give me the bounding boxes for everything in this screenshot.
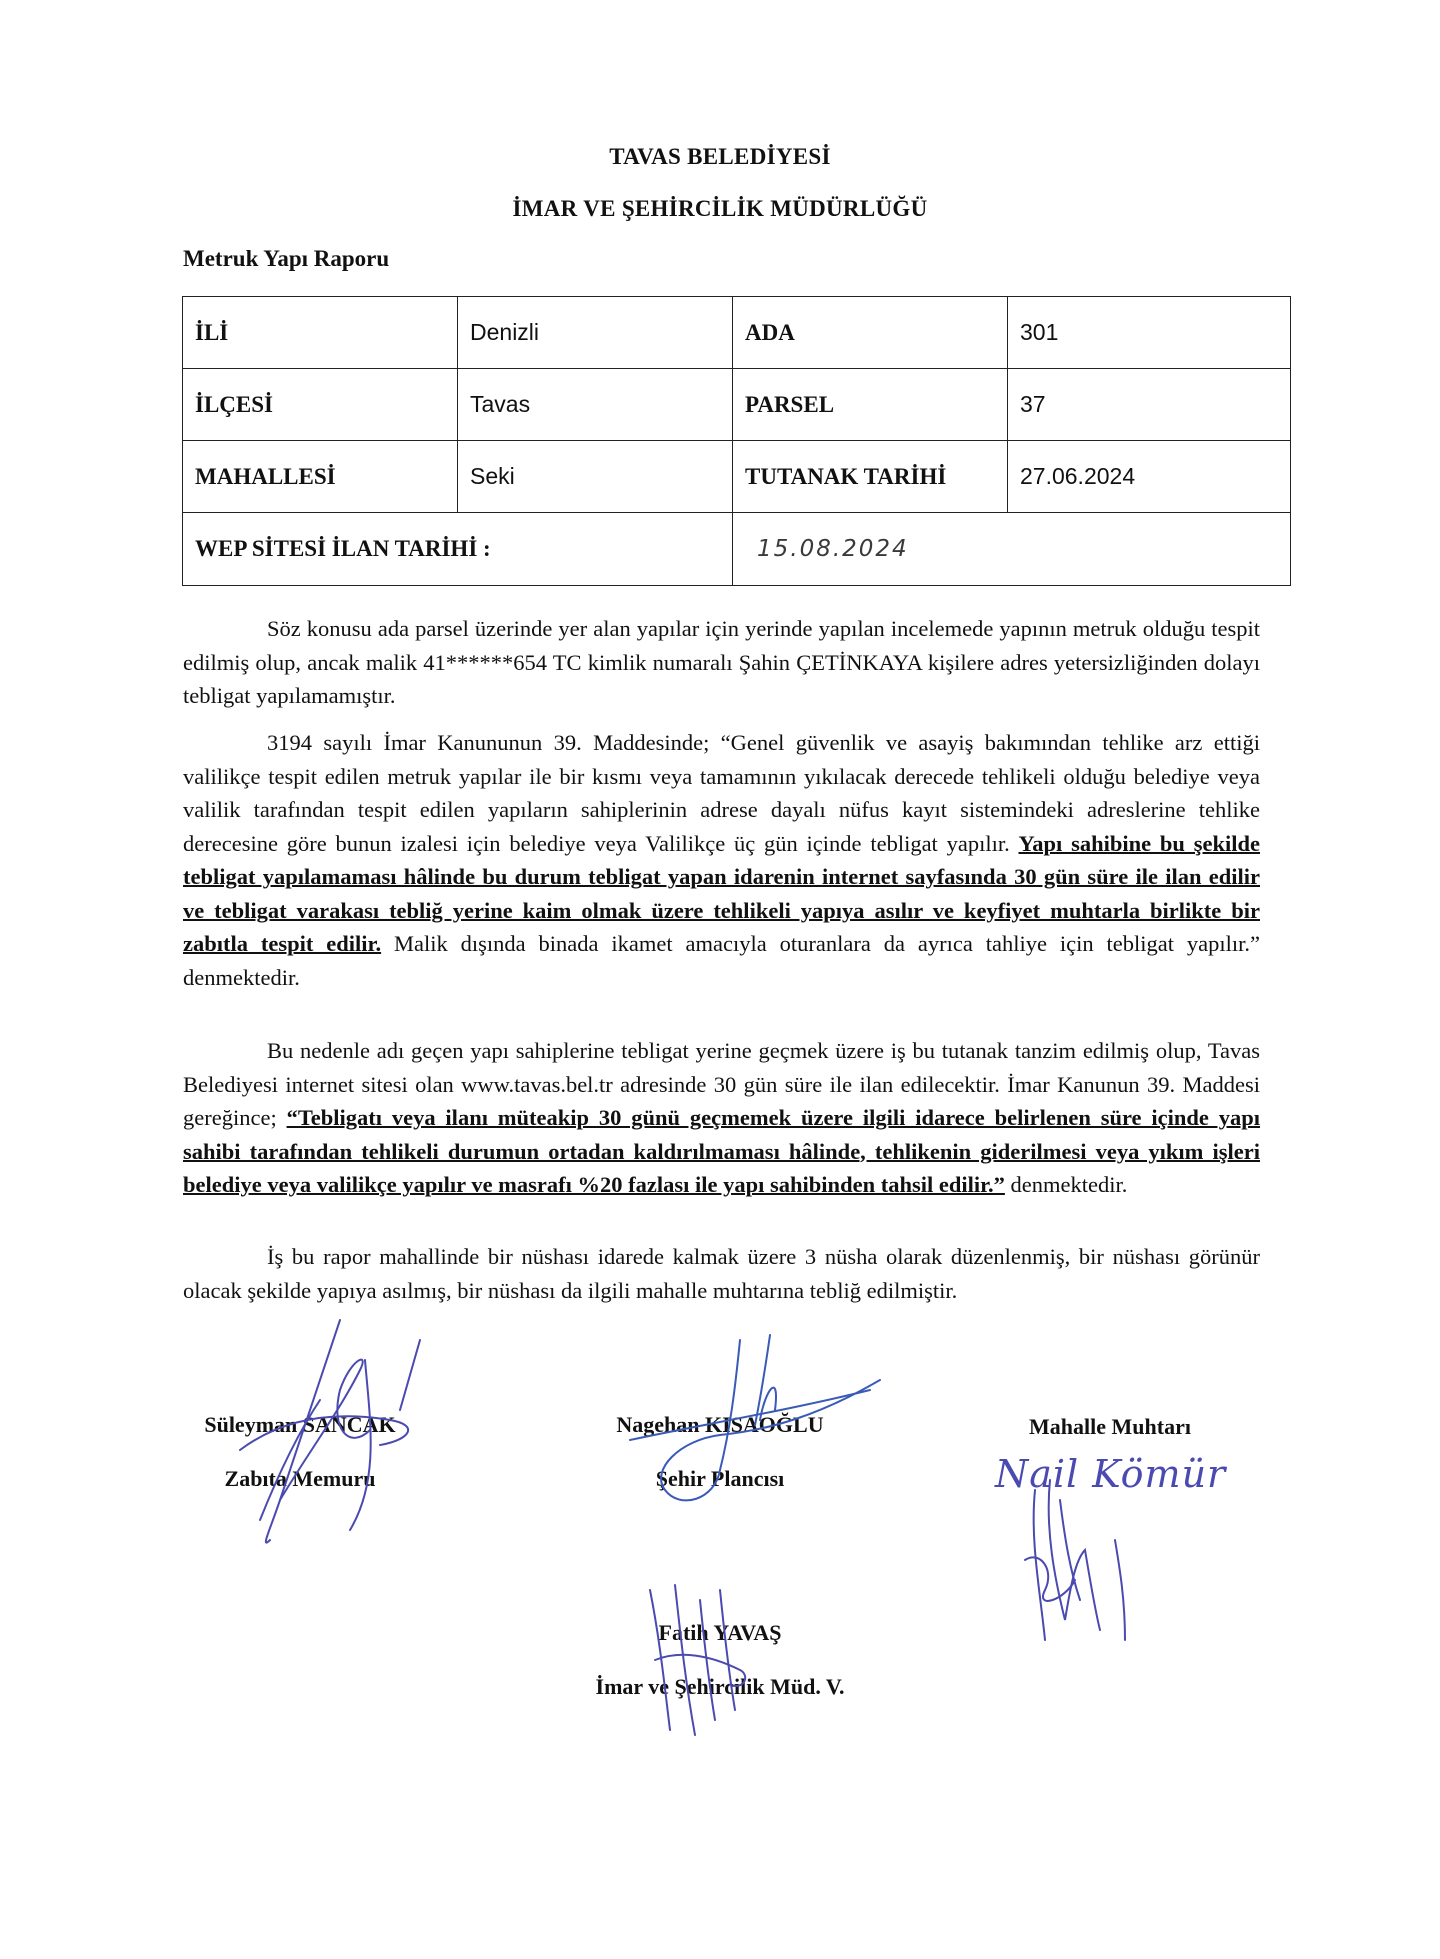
paragraph-2-text-c: Malik dışında binada ikamet amacıyla oturanlara da ayrıca tahliye için tebligat yapılır.” denmektedir.: [183, 931, 1260, 990]
signer-2-title: Şehir Plancısı: [655, 1466, 785, 1491]
table-row: [183, 369, 1291, 441]
value-ili: Denizli: [458, 297, 733, 369]
label-tutanak-tarihi: TUTANAK TARİHİ: [733, 441, 1008, 513]
value-ada: 301: [1008, 297, 1291, 369]
label-ili: İLİ: [183, 297, 458, 369]
signer-3-handwritten-name: Nail Kömür: [995, 1452, 1227, 1496]
signature-1-scribble: [220, 1300, 460, 1560]
value-parsel: 37: [1008, 369, 1291, 441]
document-title: Metruk Yapı Raporu: [183, 246, 390, 271]
table-row: [183, 513, 1291, 586]
label-mahallesi: MAHALLESİ: [183, 441, 458, 513]
header-line2: İMAR VE ŞEHİRCİLİK MÜDÜRLÜĞÜ: [512, 196, 928, 221]
paragraph-2-text-a: 3194 sayılı İmar Kanununun 39. Maddesinde; “Genel güvenlik ve asayiş bakımından tehlike arz ettiği valilikçe tespit edilen metruk yapılar ile bir kısmı veya tamamının yıkılacak derecede tehlikeli olduğu belediye veya valilik tarafından tespit edilen yapıların sahiplerinin adrese dayalı nüfus kayıt sistemindeki adreslerine tehlike derecesine göre bunun izalesi için belediye veya Valilikçe üç gün içinde tebligat yapılır.: [183, 730, 1260, 856]
label-ilcesi: İLÇESİ: [183, 369, 458, 441]
signer-4-name: Fatih YAVAŞ: [658, 1620, 782, 1645]
signer-2-name: Nagehan KISAOĞLU: [616, 1412, 824, 1437]
paragraph-3-underlined: “Tebligatı veya ilanı müteakip 30 günü geçmemek üzere ilgili idarece belirlenen süre içinde yapı sahibi tarafından tehlikeli durumun ortadan kaldırılmaması hâlinde, tehlikenin giderilmesi veya yıkım işleri belediye veya valilikçe yapılır ve masrafı %20 fazlası ile yapı sahibinden tahsil edilir.”: [183, 1105, 1261, 1197]
paragraph-2-underlined: Yapı sahibine bu şekilde tebligat yapılamaması hâlinde bu durum tebligat yapan idarenin internet sayfasında 30 gün süre ile ilan edilir ve tebligat varakası tebliğ yerine kaim olmak üzere tehlikeli yapıya asılır ve keyfiyet muhtarla birlikte bir zabıtla tespit edilir.: [183, 830, 1260, 956]
web-ilan-tarihi-handwritten: 15.08.2024: [733, 513, 1291, 586]
info-table: [182, 296, 1291, 586]
table-row: [183, 297, 1291, 369]
paragraph-3-text-a: Bu nedenle adı geçen yapı sahiplerine tebligat yerine geçmek üzere iş bu tutanak tanzim edilmiş olup, Tavas Belediyesi internet sitesi olan www.tavas.bel.tr adresinde 30 gün süre ile ilan edilecektir. İmar Kanunun 39. Maddesi gereğince;: [183, 1038, 1260, 1130]
value-mahallesi: Seki: [458, 441, 733, 513]
signer-4-title: İmar ve Şehircilik Müd. V.: [595, 1674, 845, 1699]
signer-3-title: Mahalle Muhtarı: [1029, 1414, 1191, 1439]
label-web-ilan-tarihi: WEP SİTESİ İLAN TARİHİ :: [183, 513, 733, 586]
signer-1-name: Süleyman SANCAK: [204, 1412, 396, 1437]
table-row: [183, 441, 1291, 513]
signature-2-scribble: [620, 1330, 880, 1530]
paragraph-3: [183, 1034, 1260, 1202]
signer-1-title: Zabıta Memuru: [224, 1466, 376, 1491]
paragraph-2: [183, 726, 1260, 994]
value-ilcesi: Tavas: [458, 369, 733, 441]
paragraph-4: İş bu rapor mahallinde bir nüshası idarede kalmak üzere 3 nüsha olarak düzenlenmiş, bir nüshası görünür olacak şekilde yapıya asılmış, bir nüshası da ilgili mahalle muhtarına tebliğ edilmiştir.: [183, 1244, 1260, 1303]
signature-4-scribble: [640, 1580, 760, 1740]
paragraph-1: Söz konusu ada parsel üzerinde yer alan yapılar için yerinde yapılan incelemede yapının metruk olduğu tespit edilmiş olup, ancak malik 41******654 TC kimlik numaralı Şahin ÇETİNKAYA kişilere adres yetersizliğinden dolayı tebligat yapılamamıştır.: [183, 616, 1260, 708]
paragraph-3-text-c: denmektedir.: [1010, 1172, 1128, 1197]
header-line1: TAVAS BELEDİYESİ: [609, 144, 831, 169]
label-parsel: PARSEL: [733, 369, 1008, 441]
value-tutanak-tarihi: 27.06.2024: [1008, 441, 1291, 513]
label-ada: ADA: [733, 297, 1008, 369]
